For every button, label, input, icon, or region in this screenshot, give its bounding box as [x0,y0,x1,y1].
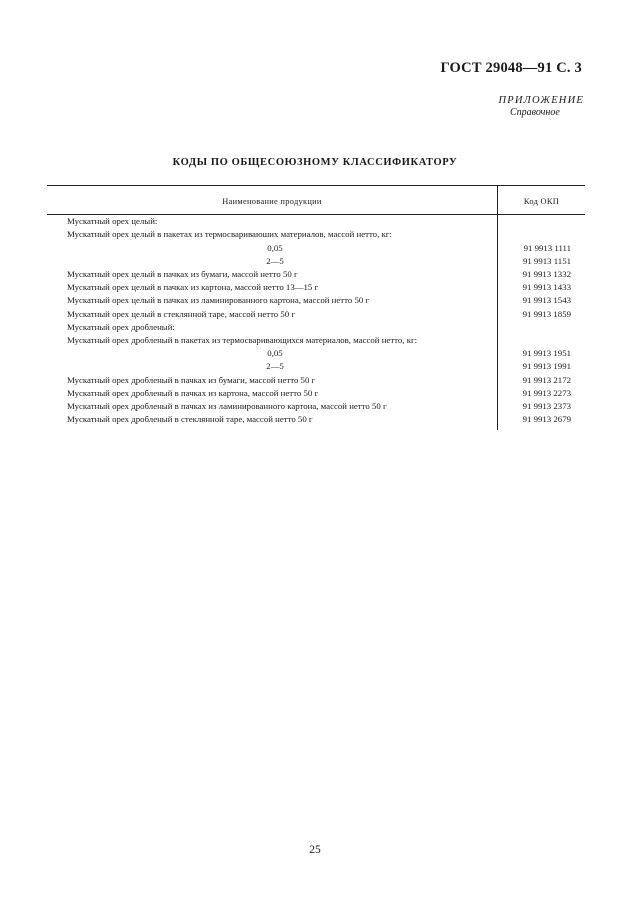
okp-code: 91 9913 2373 [522,401,571,412]
product-name: Мускатный орех целый в пачках из ламинированного картона, массой нетто 50 г [67,295,370,306]
table-row [47,268,585,281]
product-name: Мускатный орех дробленый: [67,321,175,332]
table-end-spacer [47,426,585,430]
product-name: Мускатный орех дробленый в пачках из бумаги, массой нетто 50 г [67,374,316,385]
okp-code: 91 9913 1991 [522,361,571,372]
product-name: Мускатный орех целый: [67,216,158,227]
product-mass: 2—5 [266,361,284,372]
table-row [47,308,585,321]
product-mass: 0,05 [267,242,283,253]
appendix-label: ПРИЛОЖЕНИЕ [498,95,584,106]
product-name: Мускатный орех целый в пачках из бумаги, массой нетто 50 г [67,269,298,280]
document-code: ГОСТ 29048—91 С. 3 [440,60,582,76]
product-name: Мускатный орех дробленый в пачках из картона, массой нетто 50 г [67,387,319,398]
table-row [47,281,585,294]
page-number: 25 [309,844,321,856]
appendix-note: Справочное [510,107,560,118]
product-name: Мускатный орех дробленый в стеклянной таре, массой нетто 50 г [67,414,313,425]
okp-code: 91 9913 1543 [522,295,571,306]
table-row [47,334,585,347]
table-row [47,360,585,373]
table-row [47,413,585,426]
table-row [47,374,585,387]
product-name: Мускатный орех дробленый в пачках из ламинированного картона, массой нетто 50 г [67,401,387,412]
table-row [47,242,585,255]
product-mass: 0,05 [267,348,283,359]
okp-code: 91 9913 2679 [522,414,571,425]
column-header-code: Код ОКП [523,197,560,206]
table-header [47,186,585,215]
table-row [47,387,585,400]
table-row [47,321,585,334]
product-mass: 2—5 [266,255,284,266]
table-row [47,255,585,268]
okp-code: 91 9913 1859 [522,308,571,319]
okp-code: 91 9913 1433 [522,282,571,293]
okp-code: 91 9913 2172 [522,374,571,385]
section-title: КОДЫ ПО ОБЩЕСОЮЗНОМУ КЛАССИФИКАТОРУ [172,157,458,168]
okp-code: 91 9913 1151 [522,255,571,266]
table-row [47,294,585,307]
okp-code: 91 9913 1332 [522,269,571,280]
table-row [47,215,585,228]
okp-code: 91 9913 1951 [522,348,571,359]
okp-code: 91 9913 1111 [523,242,571,253]
table-row [47,228,585,241]
table-row [47,347,585,360]
table-row [47,400,585,413]
okp-code: 91 9913 2273 [522,387,571,398]
product-name: Мускатный орех целый в пакетах из термосвариваюших материалов, массой нетто, кг: [67,229,392,240]
product-name: Мускатный орех целый в стеклянной таре, массой нетто 50 г [67,308,296,319]
column-header-product: Наименование продукции [47,186,498,214]
product-name: Мускатный орех дробленый в пакетах из термосваривающихся материалов, массой нетто, кг: [67,335,418,346]
okp-codes-table [47,185,585,430]
product-name: Мускатный орех целый в пачках из картона, массой нетто 13—15 г [67,282,319,293]
